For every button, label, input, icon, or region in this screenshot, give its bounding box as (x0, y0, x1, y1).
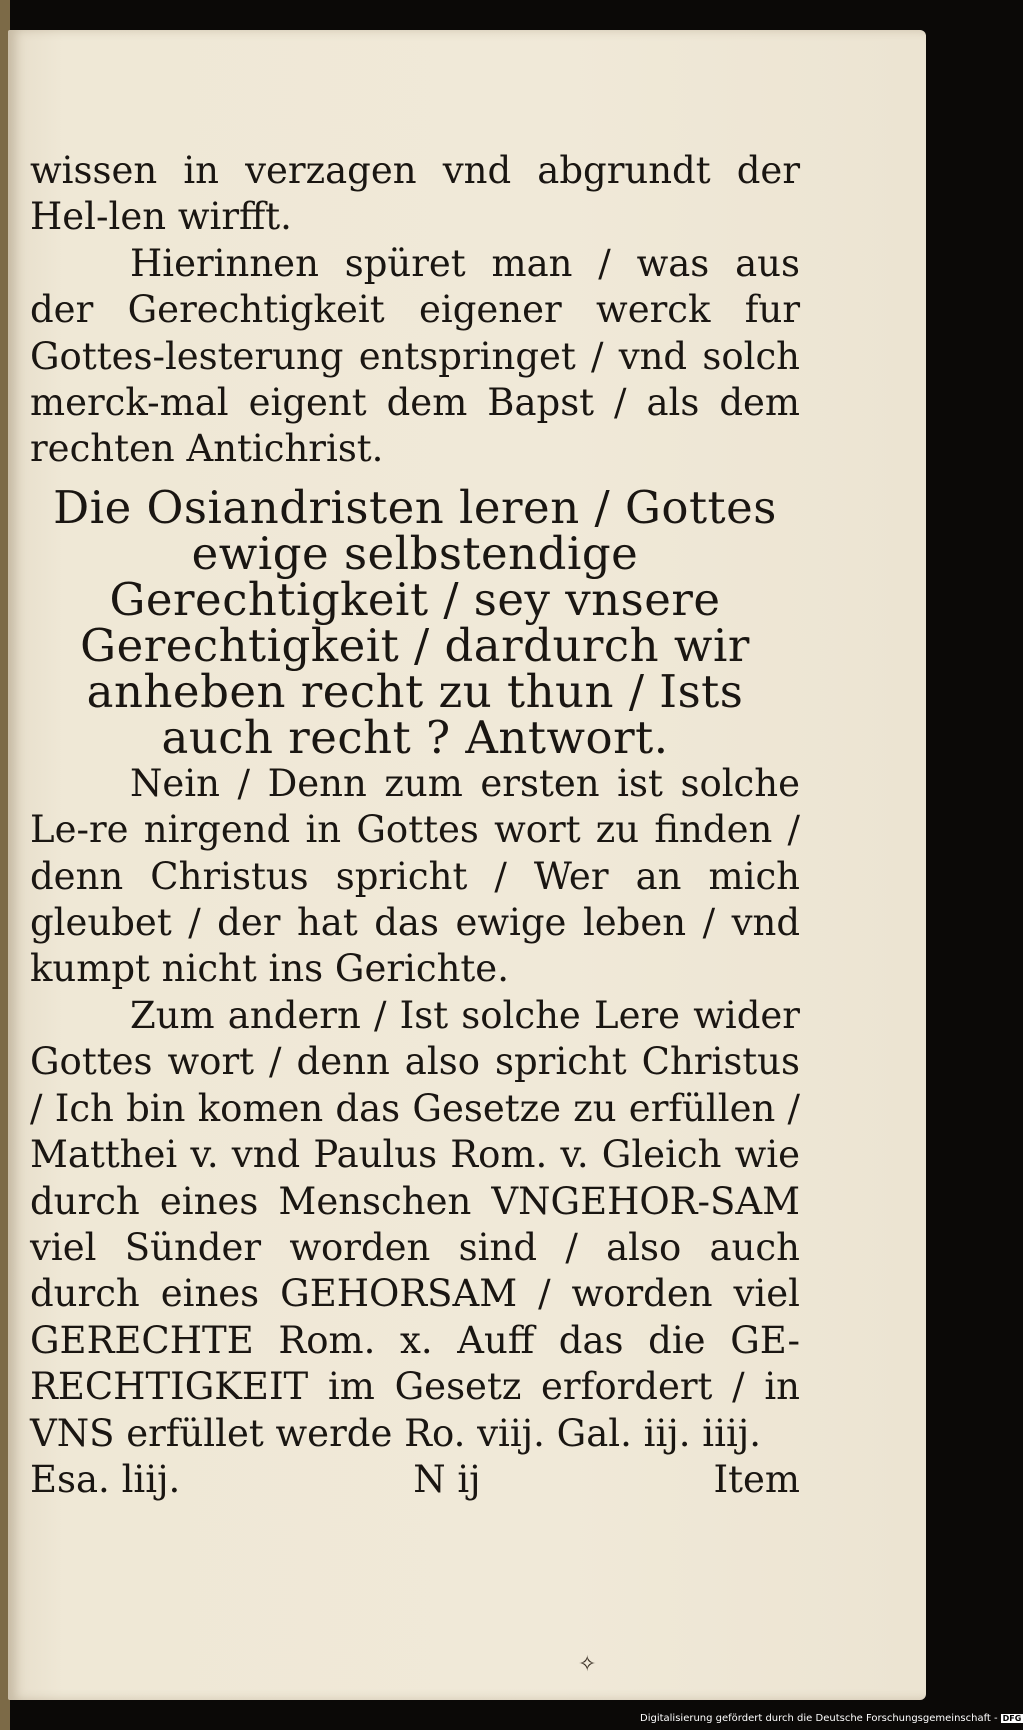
scripture-reference: Esa. liij. (30, 1457, 181, 1501)
credit-text: Digitalisierung gefördert durch die Deutsche Forschungsgemeinschaft - (640, 1713, 998, 1724)
page-text (30, 148, 800, 1503)
dfg-logo: DFG (1002, 1714, 1022, 1723)
catchword: Item (713, 1457, 800, 1501)
book-page (8, 30, 926, 1700)
section-heading: Die Osiandristen leren / Gottes ewige selbstendige Gerechtigkeit / sey vnsere Gerechtigkeit / dardurch wir anheben recht zu thun / Ists auch recht ? Antwort. (53, 480, 777, 764)
paragraph-1: wissen in verzagen vnd abgrundt der Hel-len wirfft. (30, 149, 800, 239)
signature-mark: N ij (413, 1457, 481, 1501)
paragraph-3: Nein / Denn zum ersten ist solche Le-re nirgend in Gottes wort zu finden / denn Christus spricht / Wer an mich gleubet / der hat das ewige leben / vnd kumpt nicht ins Gerichte. (30, 761, 800, 991)
page-footer-line (30, 1457, 800, 1503)
paragraph-2: Hierinnen spüret man / was aus der Gerechtigkeit eigener werck fur Gottes-lesterung entspringet / vnd solch merck-mal eigent dem Bapst / als dem rechten Antichrist. (30, 241, 800, 471)
paragraph-4: Zum andern / Ist solche Lere wider Gottes wort / denn also spricht Christus / Ich bin komen das Gesetze zu erfüllen / Matthei v. vnd Paulus Rom. v. Gleich wie durch eines Menschen VNGEHOR-SAM viel Sünder worden sind / also auch durch eines GEHORSAM / worden viel GERECHTE Rom. x. Auff das die GE-RECHTIGKEIT im Gesetz erfordert / in VNS erfüllet werde Ro. viij. Gal. iij. iiij. (30, 993, 800, 1455)
ink-smudge-icon: ✧ (578, 1652, 597, 1677)
digitization-credit (640, 1713, 1023, 1724)
